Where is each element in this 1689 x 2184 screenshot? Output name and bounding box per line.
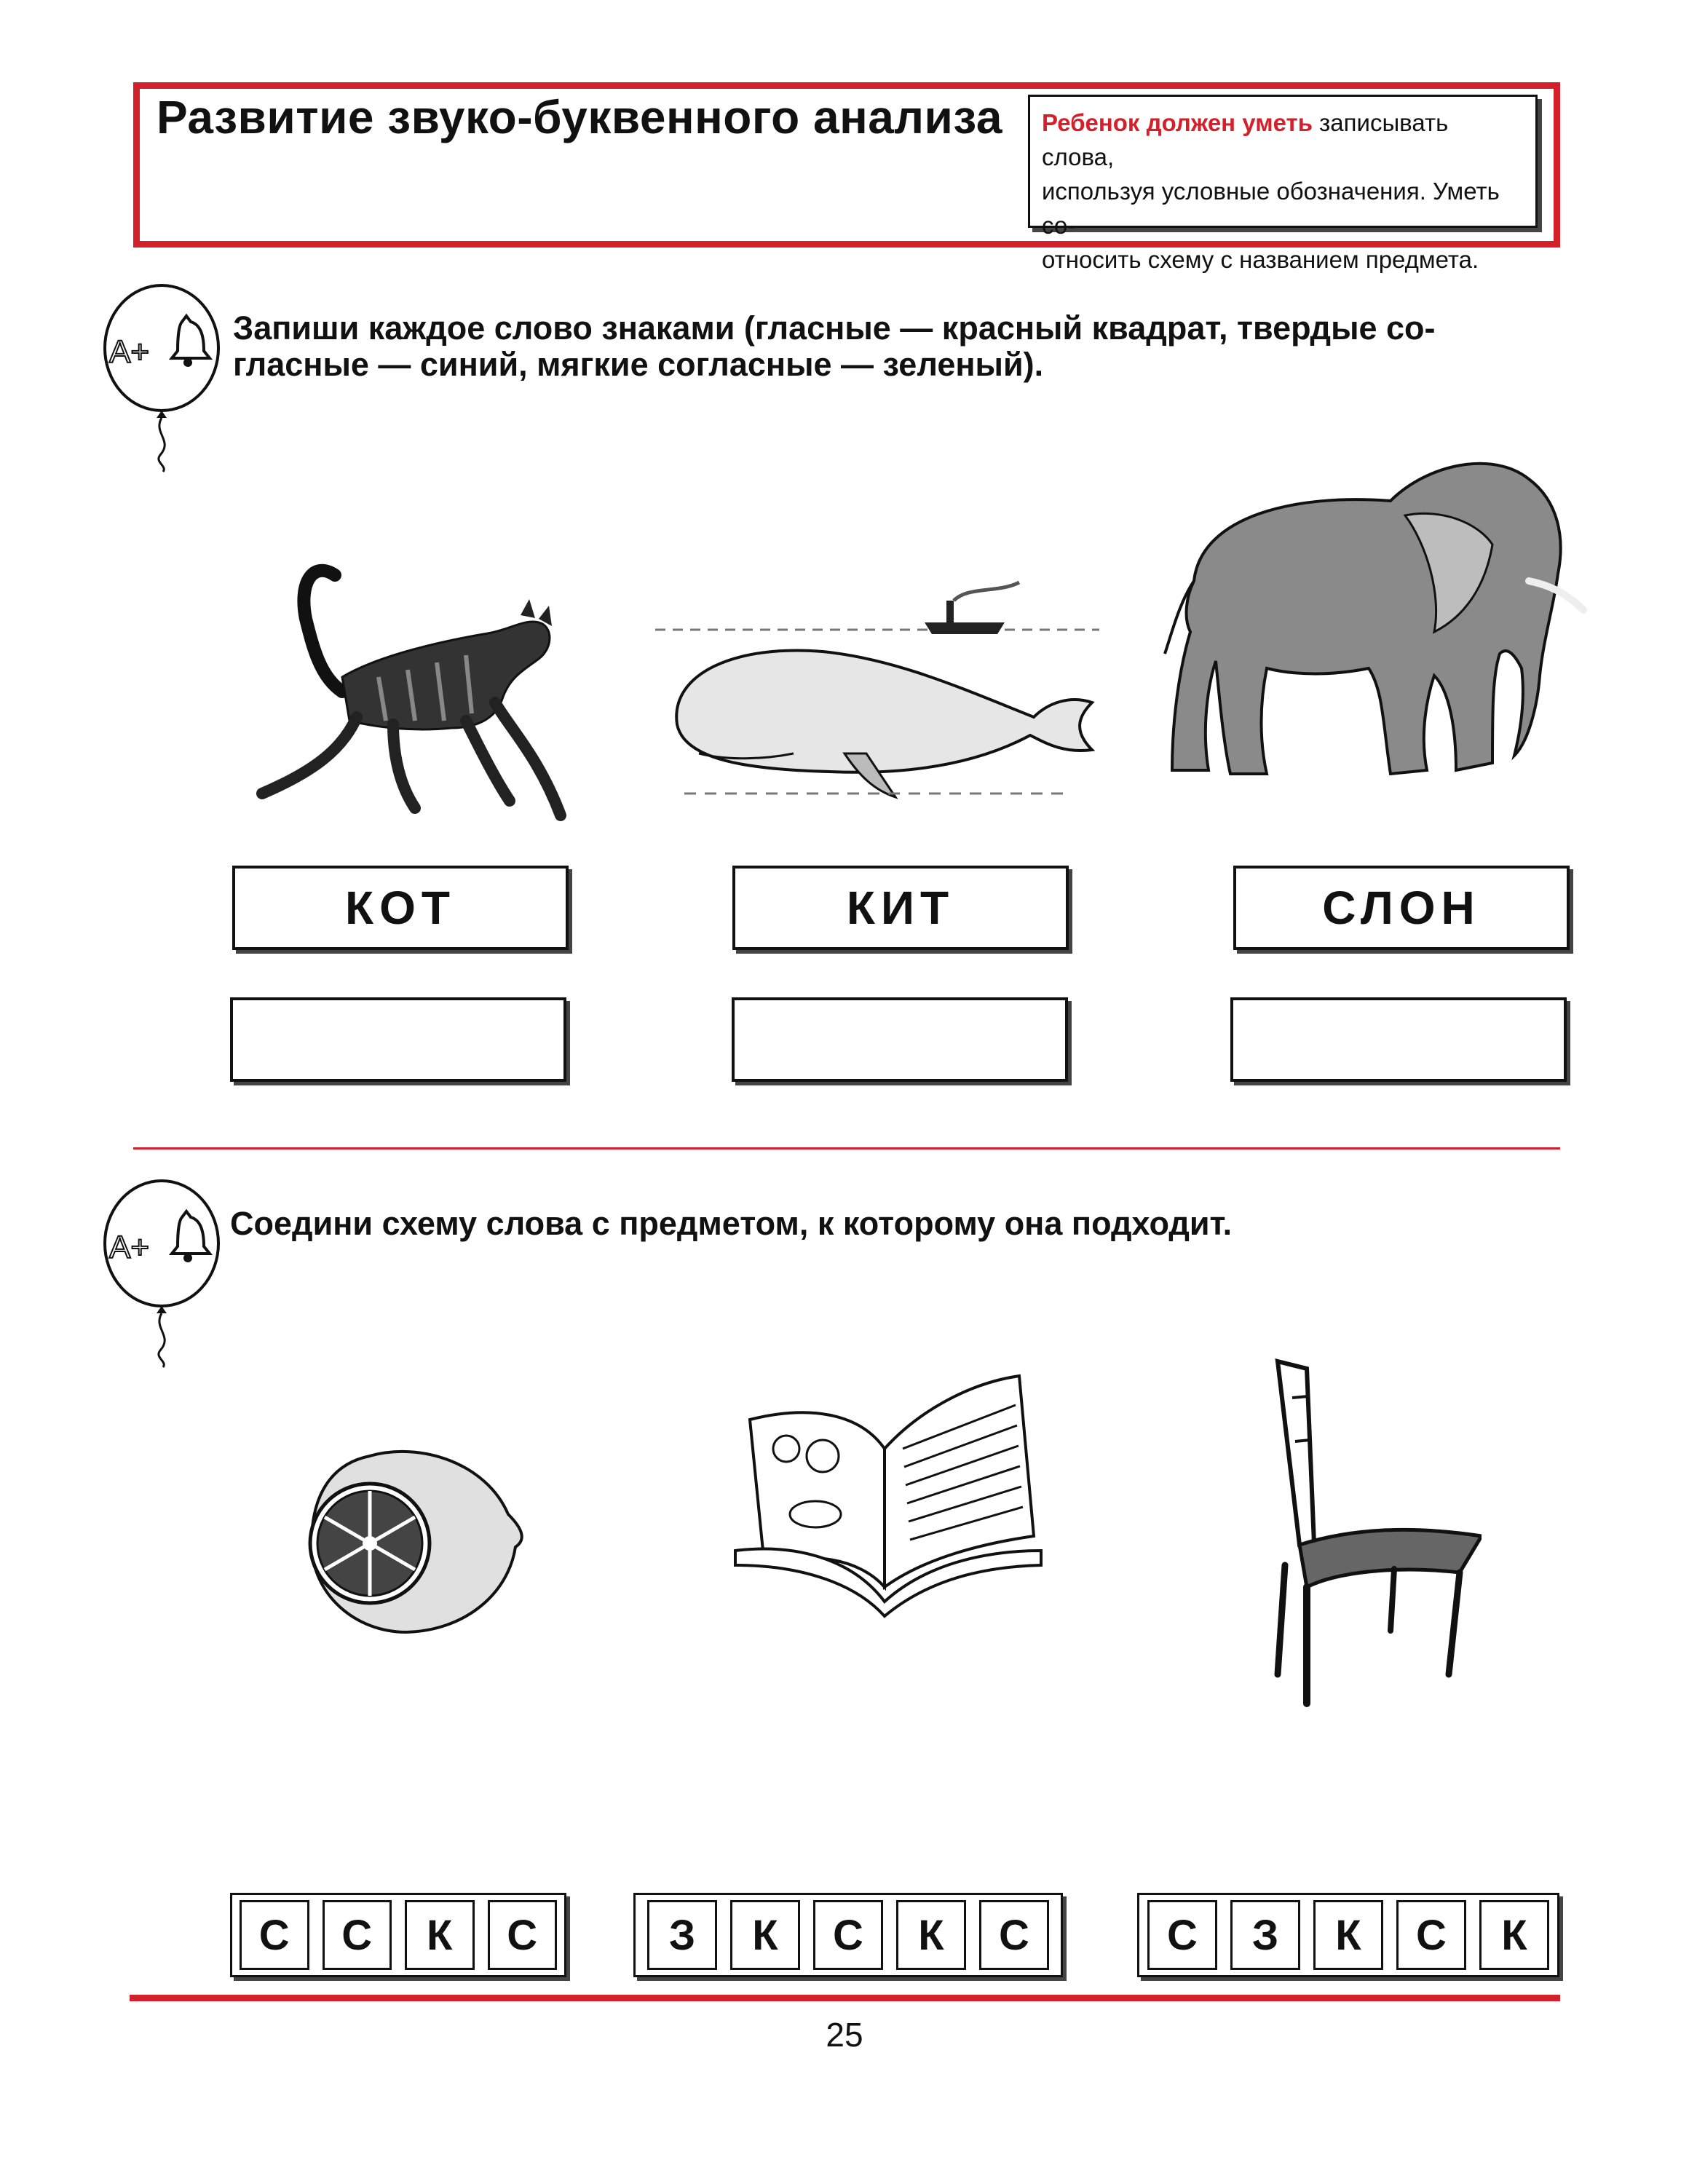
bell-balloon-icon bbox=[102, 1179, 226, 1369]
word-scheme-1[interactable] bbox=[230, 1893, 566, 1977]
cat-illustration bbox=[233, 553, 575, 830]
chair-illustration bbox=[1263, 1354, 1482, 1718]
scheme-cell: К bbox=[896, 1900, 966, 1970]
book-illustration bbox=[728, 1369, 1048, 1631]
scheme-cell: С bbox=[488, 1900, 558, 1970]
elephant-illustration bbox=[1150, 435, 1594, 814]
word-box-elephant: СЛОН bbox=[1233, 866, 1570, 950]
page-number: 25 bbox=[826, 2016, 863, 2054]
bell-balloon-icon bbox=[102, 284, 226, 473]
answer-box-cat[interactable] bbox=[230, 997, 566, 1082]
task1-instruction-line1: Запиши каждое слово знаками (гласные — красный квадрат, твердые со- bbox=[233, 309, 1436, 347]
skill-note bbox=[1028, 95, 1538, 273]
word-box-cat: КОТ bbox=[232, 866, 569, 950]
scheme-cell: К bbox=[1479, 1900, 1549, 1970]
scheme-cell: К bbox=[405, 1900, 475, 1970]
scheme-cell: С bbox=[323, 1900, 392, 1970]
scheme-cell: З bbox=[1230, 1900, 1300, 1970]
scheme-cell: С bbox=[979, 1900, 1049, 1970]
skill-note-line2: используя условные обозначения. Уметь со- bbox=[1042, 178, 1500, 239]
scheme-cell: К bbox=[1313, 1900, 1383, 1970]
scheme-cell: С bbox=[1396, 1900, 1466, 1970]
task2-instruction: Соедини схему слова с предметом, к которому она подходит. bbox=[230, 1205, 1233, 1242]
scheme-cell: С bbox=[813, 1900, 883, 1970]
badge-label: A+ bbox=[109, 334, 150, 370]
whale-illustration bbox=[655, 579, 1099, 812]
skill-note-line1: записывать слова, bbox=[1042, 109, 1449, 170]
page-title: Развитие звуко-буквенного анализа bbox=[157, 91, 1002, 143]
answer-box-whale[interactable] bbox=[732, 997, 1068, 1082]
scheme-cell: З bbox=[647, 1900, 717, 1970]
footer-rule bbox=[130, 1995, 1560, 2001]
scheme-cell: К bbox=[730, 1900, 800, 1970]
skill-note-line3: относить схему с названием предмета. bbox=[1042, 246, 1479, 273]
skill-note-lead: Ребенок должен уметь bbox=[1042, 109, 1313, 136]
section-divider bbox=[133, 1147, 1560, 1150]
word-box-whale: КИТ bbox=[732, 866, 1069, 950]
badge-label: A+ bbox=[109, 1230, 150, 1265]
word-scheme-3[interactable] bbox=[1137, 1893, 1559, 1977]
lemon-illustration bbox=[304, 1441, 530, 1638]
scheme-cell: С bbox=[240, 1900, 309, 1970]
task1-instruction bbox=[233, 310, 1436, 383]
task1-instruction-line2: гласные — синий, мягкие согласные — зеленый). bbox=[233, 346, 1044, 383]
scheme-cell: С bbox=[1147, 1900, 1217, 1970]
answer-box-elephant[interactable] bbox=[1230, 997, 1567, 1082]
word-scheme-2[interactable] bbox=[633, 1893, 1063, 1977]
